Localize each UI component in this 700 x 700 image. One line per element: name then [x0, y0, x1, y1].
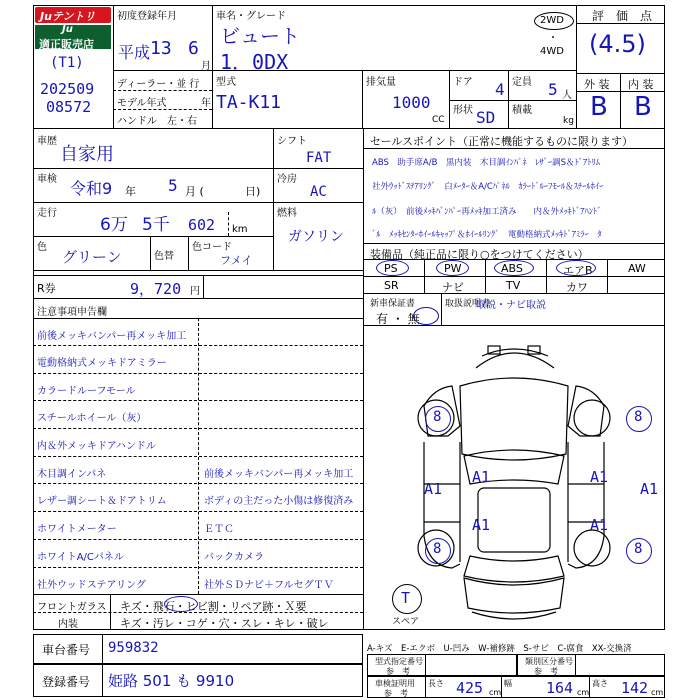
color-value: グリーン [62, 248, 122, 266]
divider [33, 400, 363, 401]
divider [33, 612, 363, 613]
model-year-label: モデル年式 [117, 98, 167, 109]
registration-label: 登録番号 [42, 675, 91, 689]
divider [575, 654, 576, 676]
model-year-unit: 年 [201, 98, 211, 109]
ext-label: 外 装 [584, 78, 610, 91]
sales-point-line: ﾞﾙ ﾒｯｷｾﾝﾀｰﾎｲｰﾙｷｬｯﾌﾟ＆ﾎｲｰﾙﾘﾝｸﾞ 電動格納式ﾒｯｷﾄﾞｱﾐﾗｰ ﾀ [372, 230, 602, 240]
inspection-era: 令和9 [70, 179, 113, 198]
divider [363, 293, 665, 294]
spare-mark: T [401, 589, 411, 607]
note-right: ボディの主だった小傷は修復済み [204, 496, 354, 507]
sales-points-title: セールスポイント（正常に機能するものに限ります） [370, 135, 634, 148]
divider [228, 212, 229, 236]
divider [33, 511, 363, 512]
damage-legend: A-キズ E-エクボ U-凹み W-補修跡 S-サビ C-腐食 XX-交換済 [367, 644, 632, 654]
note-left: 電動格納式メッキドアミラー [37, 358, 167, 369]
mileage-sen: 5千 [142, 215, 170, 235]
color-change-label: 色替 [154, 251, 174, 262]
divider [113, 109, 212, 110]
divider [273, 128, 274, 270]
note-left: カラードルーフモール [37, 386, 136, 397]
loading-label: 積載 [512, 105, 532, 116]
ext-grade: B [590, 92, 608, 122]
mileage-label: 走行 [37, 208, 57, 219]
first-reg-label: 初度登録年月 [117, 11, 177, 22]
capacity-unit: 人 [562, 90, 572, 101]
equip-tv: TV [506, 279, 521, 292]
divider [33, 168, 273, 169]
damage-mark: 8 [433, 409, 442, 425]
note-right: 前後メッキバンパー再メッキ加工 [204, 469, 354, 480]
ju-tentori-logo-text: Juテントリ [40, 10, 96, 23]
rating-score: (4.5) [589, 30, 646, 58]
divider [33, 128, 665, 129]
sales-point-line: ABS 助手席A/B 黒内装 木目調ｲﾝﾊﾟﾈ ﾚｻﾞｰ調S＆ﾄﾞｱﾄﾘﾑ [372, 158, 601, 168]
note-right: バックカメラ [204, 552, 264, 563]
capacity-label: 定員 [512, 77, 532, 88]
damage-mark: A1 [472, 468, 491, 486]
divider [449, 70, 450, 128]
interior-value: キズ・汚レ・コゲ・穴・スレ・キレ・破レ [120, 617, 329, 630]
class-number-label: 類別区分番号 [525, 657, 573, 666]
damage-mark: 8 [634, 541, 643, 557]
note-left: レザー調シート＆ドアトリム [37, 496, 167, 507]
doors-value: 4 [495, 80, 505, 99]
ac-value: AC [310, 184, 327, 200]
first-reg-era: 平成 [118, 43, 151, 62]
divider [508, 70, 509, 100]
length-label: 長さ [428, 679, 444, 688]
recycle-value: 9，720 [130, 280, 182, 298]
equip-airbag-circle [556, 260, 596, 276]
inspection-month-unit: 月 ( [185, 185, 204, 198]
divider [33, 345, 363, 346]
rating-label: 評 価 点 [592, 9, 653, 23]
divider [33, 456, 363, 457]
damage-mark: 8 [634, 409, 643, 425]
recycle-unit: 円 [190, 286, 200, 297]
divider [273, 202, 363, 203]
color-code-label: 色コード [192, 242, 232, 253]
note-left: 前後メッキバンパー再メッキ加工 [37, 331, 187, 342]
sales-point-line: ﾙ（灰） 前後ﾒｯｷﾊﾞﾝﾊﾟｰ再ﾒｯｷ加工済み 内＆外ﾒｯｷﾄﾞｱﾊﾝﾄﾞ [372, 207, 602, 217]
equip-ps: PS [384, 262, 398, 275]
equip-aw: AW [628, 262, 646, 275]
ju-badge-mark: Ju [62, 24, 73, 35]
spare-label: スペア [392, 617, 420, 627]
warranty-none-circle [413, 307, 439, 325]
damage-mark: A1 [640, 480, 659, 498]
divider [508, 100, 509, 128]
fuel-label: 燃料 [277, 208, 297, 219]
divider [188, 236, 189, 270]
drive-dot: ・ [548, 33, 558, 44]
divider [33, 594, 363, 595]
divider [362, 70, 363, 128]
doors-label: ドア [453, 77, 473, 88]
divider [363, 243, 665, 244]
loading-unit: kg [563, 116, 574, 126]
displacement-label: 排気量 [366, 77, 396, 88]
first-reg-year: 13 [150, 38, 172, 59]
manual-value: 取説・ナビ取説 [476, 300, 546, 311]
dimensions-sub: 参 考 [384, 689, 408, 698]
note-left: 社外ウッドステアリング [37, 580, 146, 591]
equip-pw: PW [444, 262, 462, 275]
note-right: 社外ＳＤナビ＋フルセグＴＶ [204, 580, 334, 591]
width-value: 164 [546, 679, 574, 697]
divider [33, 202, 273, 203]
car-diagram [364, 326, 664, 626]
auction-number-1: 202509 [40, 80, 95, 98]
note-left: 内＆外メッキドアハンドル [37, 441, 156, 452]
divider [203, 275, 204, 298]
width-label: 幅 [504, 679, 512, 688]
equip-abs: ABS [501, 262, 523, 275]
type-number-sub: 参 考 [386, 667, 410, 676]
divider [576, 23, 665, 24]
divider [363, 276, 665, 277]
model-value: TA-K11 [216, 92, 282, 113]
note-left: ホワイトメーター [37, 524, 117, 535]
car-grade: 1．0DX [220, 50, 289, 74]
shape-value: SD [476, 108, 496, 127]
inspection-month: 5 [168, 176, 178, 195]
chassis-label: 車台番号 [42, 643, 91, 657]
recycle-label: R券 [37, 282, 56, 295]
height-value: 142 [621, 679, 649, 697]
shift-value: FAT [306, 150, 332, 166]
equipment-title: 装備品（純正品に限り○をつけてください） [370, 248, 589, 261]
divider [425, 654, 426, 676]
first-reg-month-unit: 月 [201, 61, 211, 72]
length-value: 425 [456, 679, 484, 697]
chassis-value: 959832 [108, 640, 159, 656]
registration-value: 姫路 501 も 9910 [108, 672, 235, 690]
car-name: ビュート [220, 24, 300, 48]
equip-pw-circle [436, 260, 469, 276]
divider [212, 5, 213, 70]
divider [425, 676, 426, 698]
auction-number-2: 08572 [46, 98, 92, 116]
divider [33, 483, 363, 484]
divider [33, 428, 363, 429]
int-label: 内 装 [628, 78, 654, 91]
equip-navi: ナビ [442, 281, 464, 294]
notes-title: 注意事項申告欄 [37, 307, 107, 318]
interior-label: 内装 [58, 619, 78, 630]
model-label: 型式 [216, 77, 236, 88]
equip-airbag: エアB [563, 264, 593, 277]
inspection-year-unit: 年 [125, 185, 136, 198]
displacement-unit: CC [432, 115, 445, 125]
damage-mark: A1 [590, 468, 609, 486]
divider [113, 70, 576, 71]
dimensions-label: 車検証明用 [375, 679, 415, 688]
ac-label: 冷房 [277, 174, 297, 185]
divider [33, 275, 363, 276]
divider [33, 567, 363, 568]
name-grade-label: 車名・グレード [216, 11, 286, 22]
manual-label: 取扱説明書 [445, 299, 491, 309]
note-right: ＥＴＣ [204, 524, 234, 535]
warranty-options: 有 ・ 無 [376, 312, 420, 326]
warranty-label: 新車保証書 [370, 299, 416, 309]
inspection-day-unit: 日) [245, 185, 261, 198]
drive-2wd: 2WD [540, 15, 564, 26]
divider [441, 293, 442, 325]
fuel-value: ガソリン [288, 229, 344, 245]
divider [33, 236, 273, 237]
color-code-value: フメイ [220, 254, 253, 267]
equip-abs-circle [494, 260, 534, 276]
drive-4wd: 4WD [540, 46, 564, 57]
divider [150, 236, 151, 270]
height-unit: cm [651, 688, 664, 697]
mileage-unit: km [232, 224, 248, 235]
usage-label: 車歴 [37, 136, 57, 147]
damage-mark: A1 [472, 516, 491, 534]
dealer-label: ディーラー・並 行 [117, 79, 200, 90]
capacity-value: 5 [548, 80, 558, 99]
shift-label: シフト [277, 136, 307, 147]
divider [620, 73, 621, 128]
front-glass-label: フロントガラス [37, 602, 107, 613]
type-number-label: 型式指定番号 [375, 657, 423, 666]
divider [33, 373, 363, 374]
equip-ps-circle [376, 260, 409, 276]
handle-label: ハンドル 左・右 [117, 116, 197, 127]
damage-mark: 8 [433, 541, 442, 557]
height-label: 高さ [592, 679, 608, 688]
note-left: ホワイトA/Cパネル [37, 552, 124, 563]
note-left: スチールホイール（灰） [37, 413, 147, 424]
damage-mark: A1 [424, 480, 443, 498]
mileage-rest: 602 [188, 216, 216, 234]
divider [501, 676, 502, 698]
divider [589, 676, 590, 698]
class-number-sub: 参 考 [534, 667, 558, 676]
front-glass-value: キズ・飛石・ヒビ割・リペア跡・Ｘ要 [120, 600, 307, 613]
displacement-value: 1000 [392, 93, 431, 112]
width-unit: cm [577, 688, 590, 697]
equip-sr: SR [384, 279, 399, 292]
divider [363, 148, 665, 149]
color-label: 色 [37, 242, 47, 253]
equip-leather: カワ [566, 281, 588, 294]
divider [33, 270, 363, 271]
divider [33, 298, 363, 299]
usage-value: 自家用 [60, 144, 114, 165]
auction-code: (T1) [50, 55, 84, 71]
front-glass-chip-circle [164, 596, 198, 612]
int-grade: B [634, 92, 652, 122]
first-reg-month: 6 [188, 38, 199, 59]
divider [33, 539, 363, 540]
divider [273, 168, 363, 169]
mileage-man: 6万 [100, 215, 128, 235]
ju-badge-text: 適正販売店 [39, 38, 94, 51]
inspection-label: 車検 [37, 174, 57, 185]
sales-point-line: 社外ｳｯﾄﾞｽﾃｱﾘﾝｸﾞ 白ﾒｰﾀｰ＆A/Cﾊﾟﾈﾙ ｶﾗｰﾄﾞﾙｰﾌﾓｰﾙ＆ｽﾁｰﾙﾎｲｰ [372, 182, 604, 192]
note-left: 木目調インパネ [37, 469, 107, 480]
shape-label: 形状 [453, 105, 473, 116]
divider [113, 90, 212, 91]
length-unit: cm [489, 688, 502, 697]
divider [212, 70, 213, 128]
damage-mark: A1 [590, 516, 609, 534]
